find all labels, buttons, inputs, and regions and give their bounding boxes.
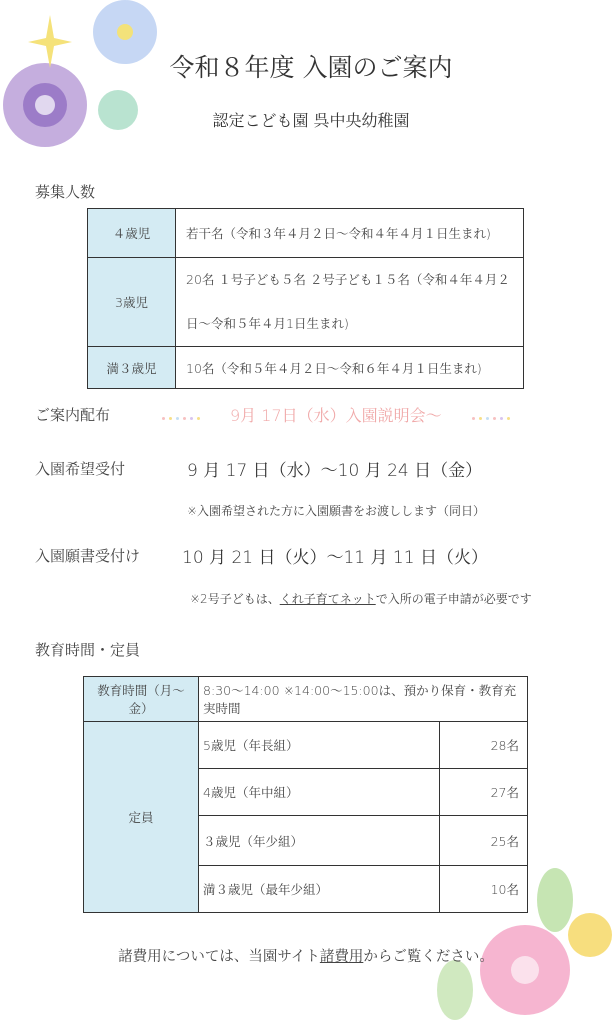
age-value: 若干名（令和３年４月２日～令和４年４月１日生まれ) — [176, 209, 524, 258]
footer-prefix: 諸費用については、当園サイト — [118, 949, 320, 965]
capacity-label: 定員 — [84, 722, 199, 913]
application-dates: 9 月 17 日（水）～10 月 24 日（金） — [187, 461, 483, 481]
fees-link[interactable]: 諸費用 — [319, 949, 364, 965]
form-label: 入園願書受付け — [35, 547, 141, 565]
form-note — [190, 590, 532, 607]
footer-suffix: からご覧ください。 — [363, 949, 494, 965]
hours-label: 教育時間（月～金） — [84, 677, 199, 722]
class-name: 満３歳児（最年少組） — [199, 866, 440, 913]
dots-decoration — [160, 405, 202, 424]
table-row — [84, 677, 528, 722]
pink-flower-icon — [480, 925, 570, 1015]
class-count: 10名 — [440, 866, 528, 913]
class-count: 27名 — [440, 769, 528, 816]
table-row — [88, 209, 524, 258]
application-label: 入園希望受付 — [35, 460, 126, 478]
age-label: 3歳児 — [88, 258, 176, 347]
distribution-value: 9月 17日（水）入園説明会～ — [230, 406, 442, 425]
class-name: 4歳児（年中組） — [199, 769, 440, 816]
class-name: 5歳児（年長組） — [199, 722, 440, 769]
footer-note — [0, 945, 612, 966]
education-table — [83, 676, 528, 913]
kure-kosodate-link[interactable]: くれ子育てネット — [279, 592, 376, 606]
age-value: 10名（令和５年４月２日～令和６年４月１日生まれ) — [176, 347, 524, 389]
recruitment-heading: 募集人数 — [35, 183, 96, 201]
form-dates: 10 月 21 日（火）～11 月 11 日（火） — [182, 548, 488, 568]
form-note-prefix: ※2号子どもは、 — [190, 592, 280, 606]
form-note-suffix: で入所の電子申請が必要です — [375, 592, 532, 606]
education-heading: 教育時間・定員 — [35, 641, 141, 659]
dots-decoration — [470, 405, 512, 424]
table-row — [88, 347, 524, 389]
page-title: 令和８年度 入園のご案内 — [169, 53, 453, 82]
table-row — [84, 722, 528, 769]
age-label: ４歳児 — [88, 209, 176, 258]
recruitment-table — [87, 208, 524, 389]
table-row — [88, 258, 524, 347]
age-label: 満３歳児 — [88, 347, 176, 389]
application-note: ※入園希望された方に入園願書をお渡しします（同日） — [187, 504, 486, 518]
distribution-label: ご案内配布 — [35, 406, 111, 424]
leaf-icon — [537, 868, 573, 932]
hours-value: 8:30～14:00 ※14:00～15:00は、預かり保育・教育充実時間 — [199, 677, 528, 722]
flower-decoration-top-left — [0, 0, 170, 180]
class-count: 25名 — [440, 816, 528, 866]
class-count: 28名 — [440, 722, 528, 769]
leaf-icon — [437, 960, 473, 1020]
class-name: ３歳児（年少組） — [199, 816, 440, 866]
age-value-line2: 日～令和５年４月1日生まれ) — [186, 316, 349, 331]
age-value-line1: 20名 １号子ども５名 ２号子ども１５名（令和４年４月２ — [186, 272, 510, 287]
school-name: 認定こども園 呉中央幼稚園 — [212, 111, 410, 130]
